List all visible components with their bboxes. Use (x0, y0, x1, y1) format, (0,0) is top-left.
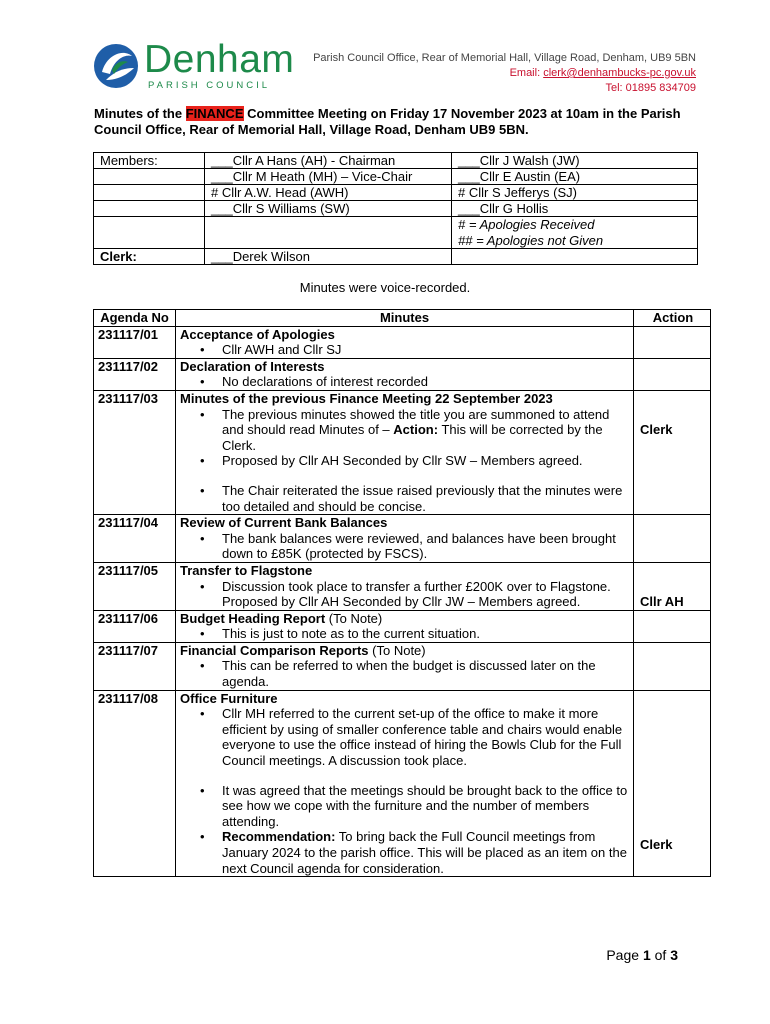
action-owner: Clerk (634, 690, 711, 877)
list-item: • It was agreed that the meetings should be brought back to the office to see how we cope with the furniture and the number of members attending. (222, 783, 629, 830)
member-row (94, 153, 698, 169)
legend-received: # = Apologies Received (458, 217, 595, 232)
table-row (94, 690, 711, 877)
logo-wordmark: Denham (144, 38, 295, 81)
list-item: • No declarations of interest recorded (222, 374, 629, 390)
table-row (94, 562, 711, 610)
list-item: • This is just to note as to the current situation. (222, 626, 629, 642)
email-label: Email: (509, 67, 541, 79)
member-right: ___Cllr J Walsh (JW) (452, 153, 698, 169)
action-owner: Cllr AH (634, 562, 711, 610)
table-row (94, 642, 711, 690)
member-row (94, 169, 698, 185)
list-item: • Cllr AWH and Cllr SJ (222, 342, 629, 358)
agenda-number: 231117/07 (94, 642, 176, 690)
page-number: Page 1 of 3 (606, 947, 678, 963)
item-note: (To Note) (325, 610, 383, 626)
clerk-label: Clerk: (94, 249, 205, 265)
list-item: • Recommendation: To bring back the Full Council meetings from January 2024 to the parish office. This will be placed as an item on the next Council agenda for consideration. (222, 829, 629, 876)
agenda-number: 231117/06 (94, 610, 176, 642)
header-agenda-no: Agenda No (94, 310, 176, 327)
list-item: • Cllr MH referred to the current set-up of the office to make it more efficient by using of smaller conference table and chairs would enable everyone to use the office instead of hiring the Bowls Club for the Full Council meetings. A discussion took place. (222, 706, 629, 768)
list-item: • The previous minutes showed the title you are summoned to attend and should read Minutes of – Action: This will be corrected by the Clerk. (222, 407, 629, 454)
item-title: Transfer to Flagstone (180, 562, 313, 578)
denham-logo (92, 38, 295, 92)
member-right: ___Cllr E Austin (EA) (452, 169, 698, 185)
item-title: Budget Heading Report (180, 610, 326, 626)
member-left: ___Cllr S Williams (SW) (205, 201, 452, 217)
list-item: • This can be referred to when the budget is discussed later on the agenda. (222, 658, 629, 689)
item-title: Minutes of the previous Finance Meeting 22 September 2023 (180, 390, 553, 406)
member-right: # Cllr S Jefferys (SJ) (452, 185, 698, 201)
table-row (94, 326, 711, 358)
members-label: Members: (94, 153, 205, 169)
member-left: # Cllr A.W. Head (AWH) (205, 185, 452, 201)
legend-not-given: ## = Apologies not Given (458, 232, 604, 248)
logo-subtitle: PARISH COUNCIL (148, 80, 271, 91)
members-table (93, 152, 698, 265)
voice-recorded-note: Minutes were voice-recorded. (299, 280, 471, 295)
agenda-number: 231117/03 (94, 390, 176, 514)
member-row (94, 201, 698, 217)
member-row (94, 185, 698, 201)
highlighted-word: FINANCE (185, 106, 244, 121)
item-note: (To Note) (368, 642, 426, 658)
list-item: • The bank balances were reviewed, and balances have been brought down to £85K (protected by FSCS). (222, 531, 629, 562)
table-row (94, 610, 711, 642)
list-item: • Discussion took place to transfer a further £200K over to Flagstone. Proposed by Cllr AH Seconded by Cllr JW – Members agreed. (222, 579, 629, 610)
clerk-row (94, 249, 698, 265)
table-header-row (94, 310, 711, 327)
header-action: Action (634, 310, 711, 327)
action-owner: Clerk (634, 390, 711, 514)
email-link[interactable]: clerk@denhambucks-pc.gov.uk (543, 67, 696, 79)
list-item: • Proposed by Cllr AH Seconded by Cllr SW – Members agreed. (222, 453, 629, 469)
office-address: Parish Council Office, Rear of Memorial Hall, Village Road, Denham, UB9 5BN (313, 52, 696, 64)
legend-row (94, 217, 698, 249)
agenda-number: 231117/04 (94, 515, 176, 563)
agenda-number: 231117/05 (94, 562, 176, 610)
item-title: Acceptance of Apologies (180, 326, 335, 342)
agenda-number: 231117/08 (94, 690, 176, 877)
table-row (94, 358, 711, 390)
item-title: Declaration of Interests (180, 358, 325, 374)
member-left: ___Cllr A Hans (AH) - Chairman (205, 153, 452, 169)
list-item: • The Chair reiterated the issue raised previously that the minutes were too detailed and should be concise. (222, 483, 629, 514)
item-title: Financial Comparison Reports (180, 642, 369, 658)
telephone: Tel: 01895 834709 (605, 82, 696, 94)
table-row (94, 515, 711, 563)
minutes-table (93, 309, 711, 877)
council-address-block (313, 51, 696, 96)
item-title: Office Furniture (180, 690, 278, 706)
clerk-name: ___Derek Wilson (205, 249, 452, 265)
member-left: ___Cllr M Heath (MH) – Vice-Chair (205, 169, 452, 185)
item-title: Review of Current Bank Balances (180, 515, 388, 531)
member-right: ___Cllr G Hollis (452, 201, 698, 217)
agenda-number: 231117/01 (94, 326, 176, 358)
header-minutes: Minutes (176, 310, 634, 327)
table-row (94, 390, 711, 514)
document-title: Minutes of the FINANCE Committee Meeting on Friday 17 November 2023 at 10am in the Parish Council Office, Rear of Memorial Hall, Village Road, Denham UB9 5BN. (94, 106, 681, 137)
denham-emblem-icon (92, 42, 140, 90)
agenda-number: 231117/02 (94, 358, 176, 390)
